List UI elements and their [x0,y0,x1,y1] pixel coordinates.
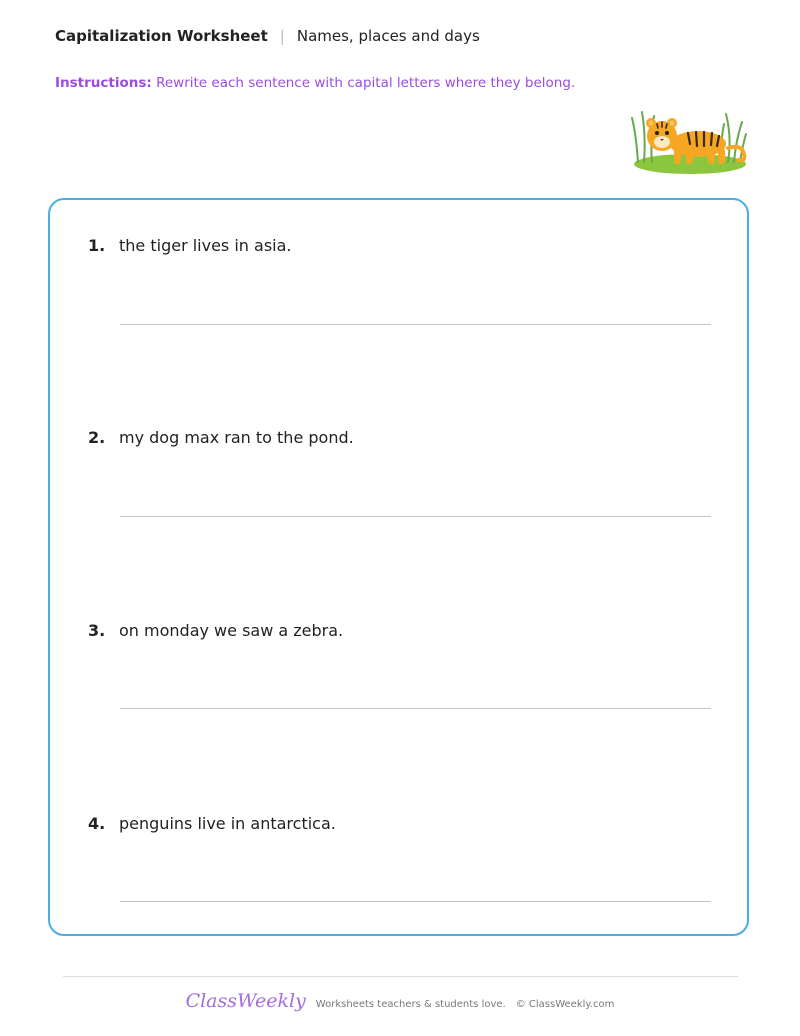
question-text: my dog max ran to the pond. [119,428,354,447]
answer-line-1[interactable] [120,324,711,325]
instructions-lead: Instructions: [55,75,152,91]
footer [0,990,800,1012]
header-separator: | [279,27,285,45]
instructions-text: Rewrite each sentence with capital letters where they belong. [156,75,576,91]
footer-tagline: Worksheets teachers & students love. [315,999,506,1010]
tiger-in-grass-icon [628,104,750,176]
question-text: penguins live in antarctica. [119,814,336,833]
question-number: 4. [88,814,106,833]
answer-line-2[interactable] [120,516,711,517]
question-3 [88,621,343,640]
answer-line-4[interactable] [120,901,711,902]
brand-logo: ClassWeekly [185,990,306,1012]
instructions [55,75,575,91]
question-number: 2. [88,428,106,447]
answer-line-3[interactable] [120,708,711,709]
worksheet-header [55,27,480,45]
question-text: on monday we saw a zebra. [119,621,344,640]
question-2 [88,428,354,447]
worksheet-title: Capitalization Worksheet [55,27,268,45]
question-4 [88,814,336,833]
worksheet-subtitle: Names, places and days [296,27,480,45]
footer-divider [63,976,738,977]
question-number: 1. [88,236,106,255]
question-text: the tiger lives in asia. [119,236,292,255]
question-number: 3. [88,621,106,640]
footer-copyright: © ClassWeekly.com [515,999,615,1010]
question-1 [88,236,292,255]
